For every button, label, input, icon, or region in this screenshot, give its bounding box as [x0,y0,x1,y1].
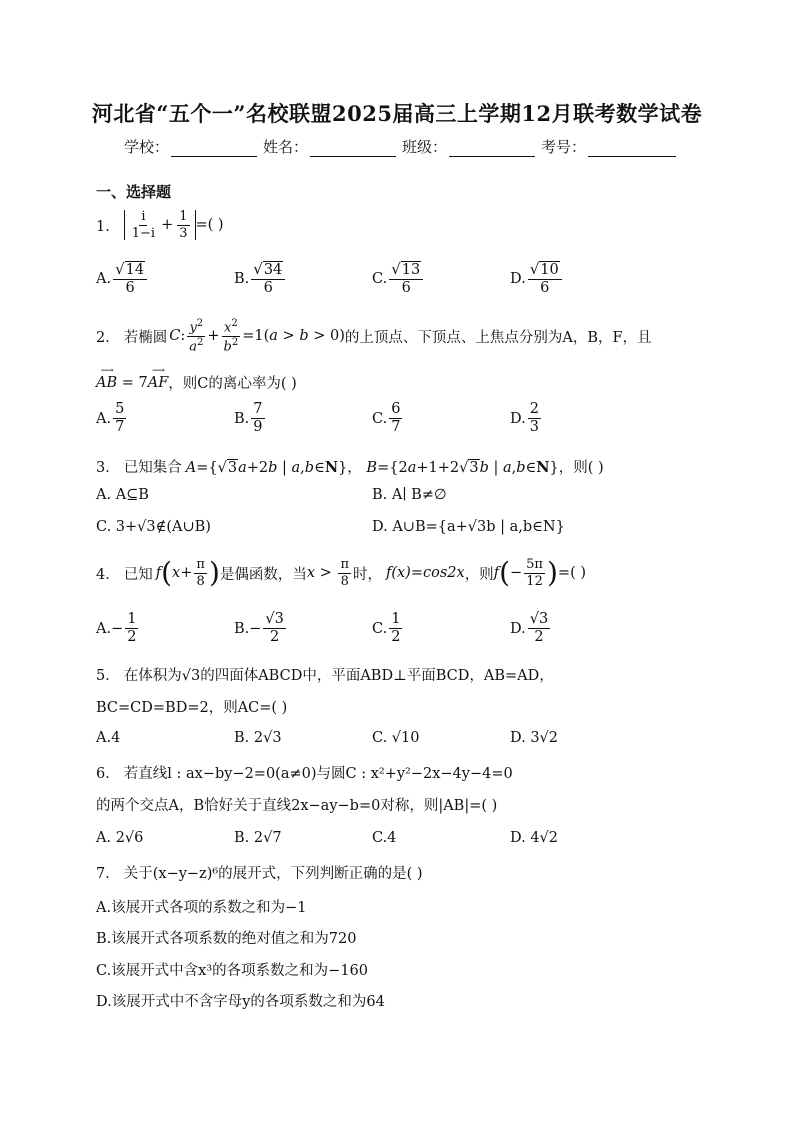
question-5: 5． 在体积为√3的四面体ABCD中，平面ABD⊥平面BCD，AB=AD， [96,668,554,684]
exam-number-blank[interactable] [588,140,676,157]
class-label: 班级： [402,138,448,156]
question-3: 3． 已知集合 A={√3a+2b | a,b∈N}， B={2a+1+2√3b | a,b∈N} ，则( ) [96,459,604,476]
q3-option-b[interactable]: B. A∣ B≠∅ [372,487,447,503]
q7-option-d[interactable]: D.该展开式中不含字母y的各项系数之和为64 [96,994,385,1010]
q2-option-a[interactable]: A. $\frac{5}{7}$ [96,401,125,436]
question-6-line-2: 的两个交点A，B恰好关于直线2x−ay−b=0对称，则|AB|=( ) [96,798,498,814]
q3-option-d[interactable]: D. A∪B={a+√3b | a,b∈N} [372,519,565,535]
q3-option-c[interactable]: C. 3+√3∉(A∪B) [96,519,211,535]
q1-option-d[interactable]: D. $\frac{√10}{6}$ [510,262,564,296]
q6-option-b[interactable]: B. 2√7 [234,830,282,846]
q5-option-b[interactable]: B. 2√3 [234,730,282,746]
q2-option-b[interactable]: B. $\frac{7}{9}$ [234,401,263,436]
exam-title: 河北省“五个一”名校联盟2025届高三上学期12月联考数学试卷 [91,101,703,126]
name-label: 姓名： [263,138,309,156]
school-blank[interactable] [171,140,257,157]
q7-option-b[interactable]: B.该展开式各项系数的绝对值之和为720 [96,931,357,947]
q5-option-c[interactable]: C. √10 [372,730,420,746]
question-5-line-2: BC=CD=BD=2，则AC=( ) [96,700,288,716]
q6-option-a[interactable]: A. 2√6 [96,830,144,846]
question-2: 2． 若椭圆 C : $\frac{y^2}{a^2}$ + $\frac{x^2}{b^2}$ =1(a > b > 0) 的上顶点、下顶点、上焦点分别为A，B，F，且 [96,317,652,354]
section-heading: 一、选择题 [96,183,172,201]
q4-option-b[interactable]: B. − $\frac{√3}{2}$ [234,611,284,646]
question-6: 6． 若直线l : ax−by−2=0(a≠0)与圆C : x²+y²−2x−4y−4=0 [96,766,513,782]
q1-tail: =( ) [195,217,224,233]
q2-option-c[interactable]: C. $\frac{6}{7}$ [372,401,401,436]
q4-option-d[interactable]: D. $\frac{√3}{2}$ [510,611,549,646]
q7-option-c[interactable]: C.该展开式中含x³的各项系数之和为−160 [96,963,369,979]
q3-option-a[interactable]: A. A⊆B [96,487,149,503]
question-1 [96,205,224,245]
q1-abs-expression: $\frac{i}{1-i}$ + $\frac{1}{3}$ [124,210,196,240]
q6-option-c[interactable]: C.4 [372,830,397,846]
school-label: 学校： [124,138,170,156]
question-7: 7． 关于(x−y−z)⁶的展开式，下列判断正确的是( ) [96,866,423,882]
name-blank[interactable] [310,140,396,157]
class-blank[interactable] [449,140,535,157]
question-2-line-2: AB ⟶ = 7 AF ⟶ ，则C的离心率为( ) [96,365,297,392]
q1-option-c[interactable]: C. $\frac{√13}{6}$ [372,262,425,296]
q5-option-d[interactable]: D. 3√2 [510,730,559,746]
q6-option-d[interactable]: D. 4√2 [510,830,559,846]
q2-option-d[interactable]: D. $\frac{2}{3}$ [510,401,539,436]
exam-number-label: 考号： [541,138,587,156]
q7-option-a[interactable]: A.该展开式各项的系数之和为−1 [96,900,307,916]
q5-option-a[interactable]: A.4 [96,730,121,746]
q4-option-c[interactable]: C. $\frac{1}{2}$ [372,611,401,646]
q1-option-b[interactable]: B. $\frac{√34}{6}$ [234,262,287,296]
question-number: 1． [96,218,120,235]
student-info-row [124,136,676,157]
question-4: 4． 已知 f ( x + $\frac{\pi}{8}$ ) 是偶函数，当 x > $\frac{\pi}{8}$ 时， f(x)=cos2x ，则 f ( − $\frac{5\pi}{12}$ ) =( ) [96,556,586,589]
q1-option-a[interactable]: A. $\frac{√14}{6}$ [96,262,149,296]
q4-option-a[interactable]: A. − $\frac{1}{2}$ [96,611,137,646]
